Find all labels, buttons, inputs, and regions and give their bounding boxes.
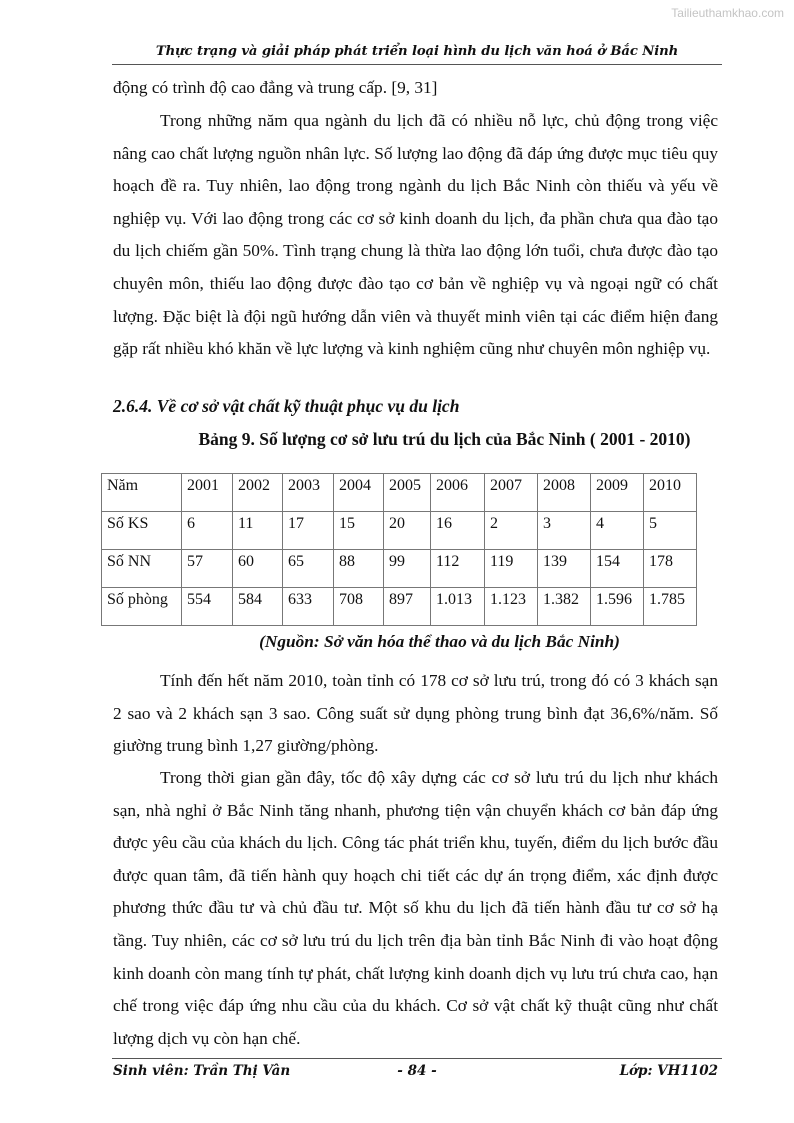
table-caption: Bảng 9. Số lượng cơ sở lưu trú du lịch của Bắc Ninh ( 2001 - 2010) — [198, 429, 691, 449]
table-cell: 897 — [384, 588, 431, 626]
table-cell: 708 — [334, 588, 384, 626]
footer-student: Sinh viên: Trần Thị Vân — [113, 1063, 291, 1079]
page-number: - 84 - — [397, 1063, 437, 1079]
table-cell: 2002 — [233, 474, 283, 512]
table-cell: 2008 — [538, 474, 591, 512]
table-cell: 4 — [591, 512, 644, 550]
header-rule — [112, 64, 722, 65]
accommodation-table — [101, 473, 697, 626]
table-cell: 16 — [431, 512, 485, 550]
table-cell: 1.123 — [485, 588, 538, 626]
table-cell: 2007 — [485, 474, 538, 512]
table-row — [102, 588, 697, 626]
table-cell: 554 — [182, 588, 233, 626]
table-cell: 584 — [233, 588, 283, 626]
table-cell: 15 — [334, 512, 384, 550]
table-cell: 3 — [538, 512, 591, 550]
table-cell: 2003 — [283, 474, 334, 512]
section-heading: 2.6.4. Về cơ sở vật chất kỹ thuật phục vụ du lịch — [113, 396, 460, 416]
table-cell: 57 — [182, 550, 233, 588]
paragraph-4: Trong thời gian gần đây, tốc độ xây dựng các cơ sở lưu trú du lịch như khách sạn, nhà nghỉ ở Bắc Ninh tăng nhanh, phương tiện vận chuyển khách cơ bản đáp ứng được yêu cầu của khách du lịch. Công tác phát triển khu, tuyến, điểm du lịch bước đầu được quan tâm, đã tiến hành quy hoạch chi tiết các dự án trọng điểm, xác định được phương thức đầu tư và chủ đầu tư. Một số khu du lịch đã tiến hành đầu tư cơ sở hạ tầng. Tuy nhiên, các cơ sở lưu trú du lịch trên địa bàn tỉnh Bắc Ninh đi vào hoạt động kinh doanh còn mang tính tự phát, chất lượng kinh doanh dịch vụ lưu trú chưa cao, hạn chế trong việc đáp ứng nhu cầu của du khách. Cơ sở vật chất kỹ thuật cũng như chất lượng dịch vụ còn hạn chế. — [113, 768, 718, 1048]
table-cell: 20 — [384, 512, 431, 550]
row-label-cell: Số KS — [102, 512, 182, 550]
table-cell: 1.596 — [591, 588, 644, 626]
table-cell: 65 — [283, 550, 334, 588]
table-row — [102, 550, 697, 588]
table-cell: 2010 — [644, 474, 697, 512]
table-cell: 1.382 — [538, 588, 591, 626]
table-cell: 6 — [182, 512, 233, 550]
table-cell: 99 — [384, 550, 431, 588]
table-source: (Nguồn: Sở văn hóa thể thao và du lịch Bắc Ninh) — [259, 632, 620, 651]
table-cell: 178 — [644, 550, 697, 588]
table-cell: 154 — [591, 550, 644, 588]
paragraph-1: động có trình độ cao đẳng và trung cấp. [9, 31] — [113, 78, 438, 97]
table-cell: 139 — [538, 550, 591, 588]
table-cell: 1.785 — [644, 588, 697, 626]
table-cell: 112 — [431, 550, 485, 588]
table-cell: 2004 — [334, 474, 384, 512]
table-cell: 633 — [283, 588, 334, 626]
running-header: Thực trạng và giải pháp phát triển loại hình du lịch văn hoá ở Bắc Ninh — [155, 44, 679, 59]
table-cell: 17 — [283, 512, 334, 550]
table-cell: 119 — [485, 550, 538, 588]
watermark: Tailieuthamkhao.com — [671, 6, 784, 20]
paragraph-3: Tính đến hết năm 2010, toàn tỉnh có 178 cơ sở lưu trú, trong đó có 3 khách sạn 2 sao và 2 khách sạn 3 sao. Công suất sử dụng phòng trung bình đạt 36,6%/năm. Số giường trung bình 1,27 giường/phòng. — [113, 671, 718, 756]
footer-rule — [112, 1058, 722, 1059]
table-cell: 2001 — [182, 474, 233, 512]
table-cell: 60 — [233, 550, 283, 588]
paragraph-2: Trong những năm qua ngành du lịch đã có nhiều nỗ lực, chủ động trong việc nâng cao chất lượng nguồn nhân lực. Số lượng lao động đã đáp ứng được mục tiêu quy hoạch đề ra. Tuy nhiên, lao động trong ngành du lịch Bắc Ninh còn thiếu và yếu về nghiệp vụ. Với lao động trong các cơ sở kinh doanh du lịch, đa phần chưa qua đào tạo du lịch chiếm gần 50%. Tình trạng chung là thừa lao động lớn tuổi, chưa được đào tạo chuyên môn, thiếu lao động được đào tạo cơ bản về nghiệp vụ và ngoại ngữ có chất lượng. Đặc biệt là đội ngũ hướng dẫn viên và thuyết minh viên tại các điểm hiện đang gặp rất nhiều khó khăn về lực lượng và kinh nghiệm cũng như chuyên môn nghiệp vụ. — [113, 111, 718, 359]
footer-class: Lớp: VH1102 — [619, 1063, 718, 1079]
row-label-cell: Năm — [102, 474, 182, 512]
table-cell: 1.013 — [431, 588, 485, 626]
table-header-row — [102, 474, 697, 512]
table-cell: 11 — [233, 512, 283, 550]
table-cell: 2009 — [591, 474, 644, 512]
table-cell: 2 — [485, 512, 538, 550]
table-row — [102, 512, 697, 550]
row-label-cell: Số phòng — [102, 588, 182, 626]
table-cell: 2005 — [384, 474, 431, 512]
table-cell: 2006 — [431, 474, 485, 512]
row-label-cell: Số NN — [102, 550, 182, 588]
table-cell: 88 — [334, 550, 384, 588]
table-cell: 5 — [644, 512, 697, 550]
